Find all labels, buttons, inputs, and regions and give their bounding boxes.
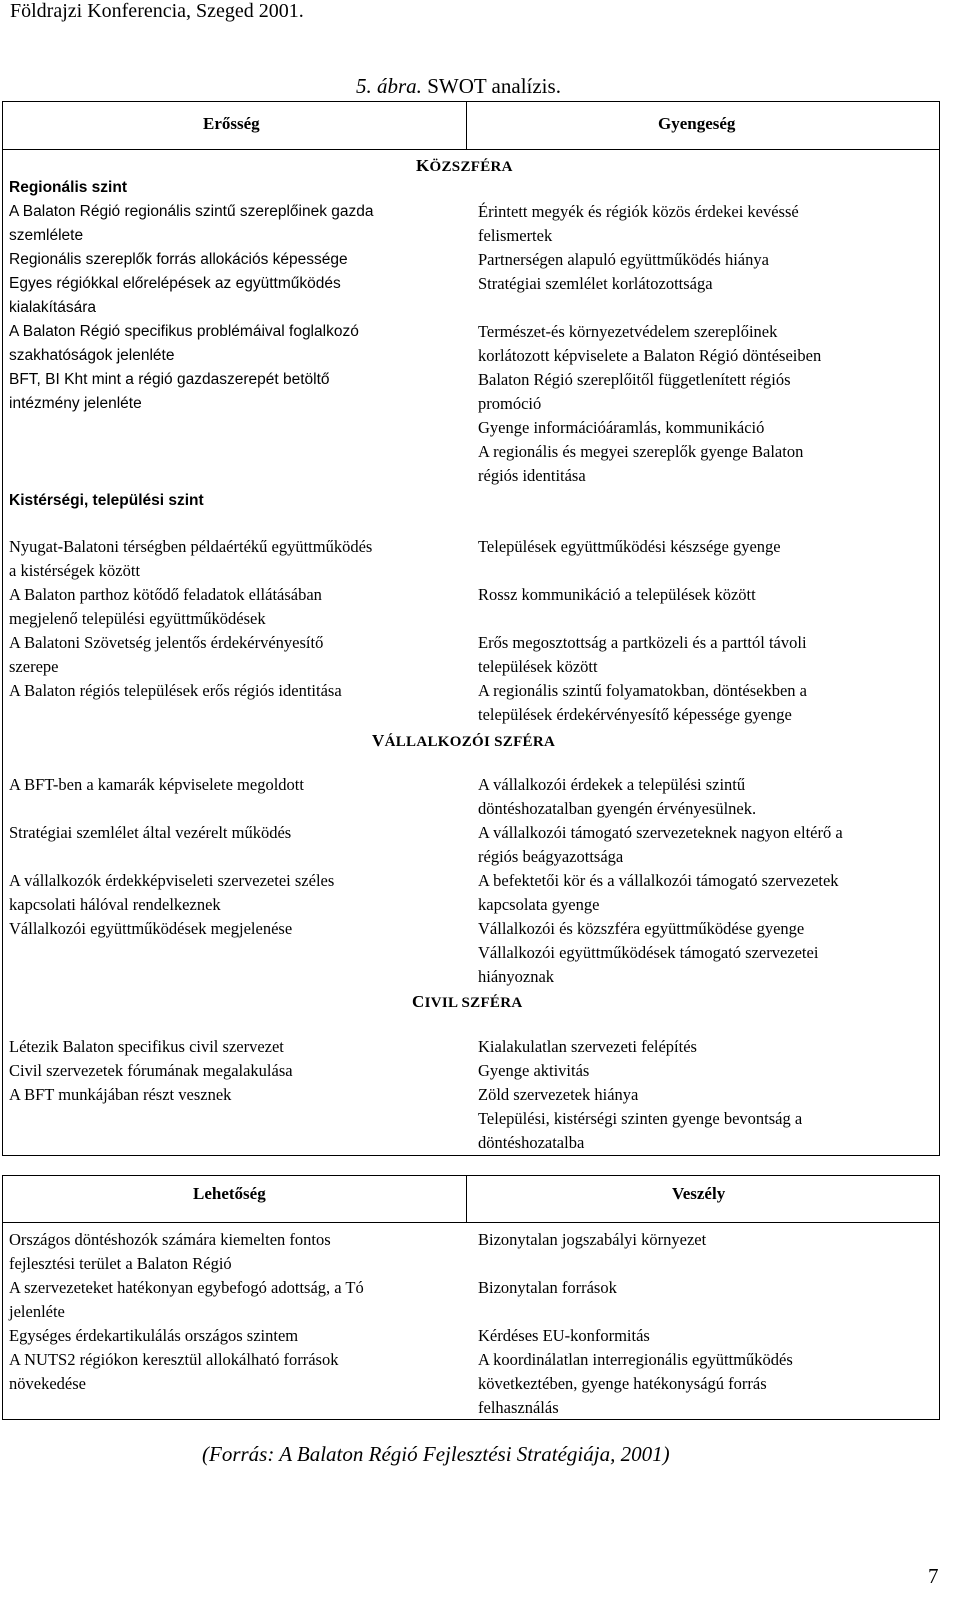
section-business-sphere: VÁLLALKOZÓI SZFÉRA (372, 731, 556, 750)
strength-line: megjelenő települési együttműködések (9, 609, 266, 628)
bottom-header-divider (2, 1222, 940, 1223)
weakness-line: Partnerségen alapuló együttműködés hiánya (478, 250, 769, 269)
opportunity-line: Országos döntéshozók számára kiemelten fontos (9, 1230, 331, 1249)
header-column-divider (466, 101, 467, 149)
threat-header: Veszély (672, 1184, 726, 1203)
opportunity-line: növekedése (9, 1374, 86, 1393)
strength-line: Vállalkozói együttműködések megjelenése (9, 919, 293, 938)
bottom-header-column-divider (466, 1175, 467, 1222)
running-header: Földrajzi Konferencia, Szeged 2001. (10, 0, 304, 22)
weakness-line: Gyenge aktivitás (478, 1061, 590, 1080)
strength-line: A Balaton régiós települések erős régiós identitása (9, 681, 342, 700)
section-public-sphere: KÖZSZFÉRA (416, 156, 513, 175)
weakness-line: Zöld szervezetek hiánya (478, 1085, 639, 1104)
strength-line: Nyugat-Balatoni térségben példaértékű együttműködés (9, 537, 373, 556)
figure-label: 5. ábra. (356, 74, 422, 98)
strength-line: Stratégiai szemlélet által vezérelt működés (9, 823, 292, 842)
weakness-line: Érintett megyék és régiók közös érdekei kevéssé (478, 202, 799, 221)
threat-line: következtében, gyenge hatékonyságú forrás (478, 1374, 767, 1393)
weakness-line: Kialakulatlan szervezeti felépítés (478, 1037, 697, 1056)
weakness-line: régiós beágyazottsága (478, 847, 624, 866)
opportunity-line: Egységes érdekartikulálás országos szintem (9, 1326, 299, 1345)
weakness-line: A regionális és megyei szereplők gyenge Balaton (478, 442, 804, 461)
weakness-line: korlátozott képviselete a Balaton Régió döntéseiben (478, 346, 822, 365)
strength-line: Civil szervezetek fórumának megalakulása (9, 1061, 293, 1080)
strength-line: kapcsolati hálóval rendelkeznek (9, 895, 221, 914)
strength-header: Erősség (203, 114, 260, 133)
header-divider (2, 149, 940, 150)
strength-line: kialakítására (9, 299, 97, 316)
strength-line: A vállalkozók érdekképviseleti szervezetei széles (9, 871, 335, 890)
weakness-line: Stratégiai szemlélet korlátozottsága (478, 274, 713, 293)
strength-line: A BFT munkájában részt vesznek (9, 1085, 232, 1104)
regional-level-heading: Regionális szint (9, 179, 127, 196)
weakness-line: Vállalkozói és közszféra együttműködése gyenge (478, 919, 805, 938)
weakness-line: felismertek (478, 226, 553, 245)
threat-line: Kérdéses EU-konformitás (478, 1326, 650, 1345)
threat-line: A koordinálatlan interregionális együttműködés (478, 1350, 793, 1369)
opportunity-line: A szervezeteket hatékonyan egybefogó adottság, a Tó (9, 1278, 364, 1297)
weakness-line: Balaton Régió szereplőitől függetlenített régiós (478, 370, 791, 389)
weakness-line: A befektetői kör és a vállalkozói támogató szervezetek (478, 871, 839, 890)
weakness-line: kapcsolata gyenge (478, 895, 600, 914)
opportunity-header: Lehetőség (193, 1184, 266, 1203)
weakness-line: promóció (478, 394, 542, 413)
weakness-line: települések érdekérvényesítő képessége gyenge (478, 705, 792, 724)
weakness-line: A vállalkozói érdekek a települési szintű (478, 775, 746, 794)
strength-line: BFT, BI Kht mint a régió gazdaszerepét betöltő (9, 371, 330, 388)
threat-line: Bizonytalan források (478, 1278, 617, 1297)
weakness-line: Természet-és környezetvédelem szereplőinek (478, 322, 778, 341)
weakness-line: A regionális szintű folyamatokban, döntésekben a (478, 681, 808, 700)
strength-line: A Balaton parthoz kötődő feladatok ellátásában (9, 585, 322, 604)
weakness-line: régiós identitása (478, 466, 586, 485)
strength-line: Létezik Balaton specifikus civil szervezet (9, 1037, 284, 1056)
strength-line: Egyes régiókkal előrelépések az együttműködés (9, 275, 341, 292)
strength-line: A BFT-ben a kamarák képviselete megoldott (9, 775, 304, 794)
weakness-line: A vállalkozói támogató szervezeteknek nagyon eltérő a (478, 823, 843, 842)
weakness-line: döntéshozatalban gyengén érvényesülnek. (478, 799, 757, 818)
strength-line: a kistérségek között (9, 561, 141, 580)
strength-line: A Balaton Régió specifikus problémáival foglalkozó (9, 323, 359, 340)
weakness-line: Vállalkozói együttműködések támogató szervezetei (478, 943, 819, 962)
strength-line: szemlélete (9, 227, 84, 244)
opportunity-line: fejlesztési terület a Balaton Régió (9, 1254, 232, 1273)
weakness-line: hiányoznak (478, 967, 555, 986)
opportunity-line: A NUTS2 régiókon keresztül allokálható források (9, 1350, 339, 1369)
weakness-line: Erős megosztottság a partközeli és a parttól távoli (478, 633, 807, 652)
threat-line: Bizonytalan jogszabályi környezet (478, 1230, 707, 1249)
strength-line: szakhatóságok jelenléte (9, 347, 175, 364)
weakness-line: döntéshozatalba (478, 1133, 585, 1152)
figure-caption (356, 74, 561, 99)
weakness-line: Települések együttműködési készsége gyenge (478, 537, 781, 556)
weakness-line: települések között (478, 657, 598, 676)
weakness-line: Gyenge információáramlás, kommunikáció (478, 418, 765, 437)
strength-line: intézmény jelenléte (9, 395, 142, 412)
opportunity-line: jelenléte (9, 1302, 65, 1321)
page-number: 7 (928, 1564, 939, 1588)
strength-line: szerepe (9, 657, 59, 676)
threat-line: felhasználás (478, 1398, 559, 1417)
local-level-heading: Kistérségi, települési szint (9, 492, 204, 509)
figure-title: SWOT analízis. (427, 74, 561, 98)
section-civil-sphere: CIVIL SZFÉRA (412, 992, 523, 1011)
weakness-header: Gyengeség (658, 114, 736, 133)
strength-line: A Balatoni Szövetség jelentős érdekérvényesítő (9, 633, 324, 652)
weakness-line: Rossz kommunikáció a települések között (478, 585, 756, 604)
strength-line: Regionális szereplők forrás allokációs képessége (9, 251, 348, 268)
weakness-line: Települési, kistérségi szinten gyenge bevontság a (478, 1109, 803, 1128)
source-caption: (Forrás: A Balaton Régió Fejlesztési Stratégiája, 2001) (202, 1442, 670, 1466)
strength-line: A Balaton Régió regionális szintű szereplőinek gazda (9, 203, 374, 220)
